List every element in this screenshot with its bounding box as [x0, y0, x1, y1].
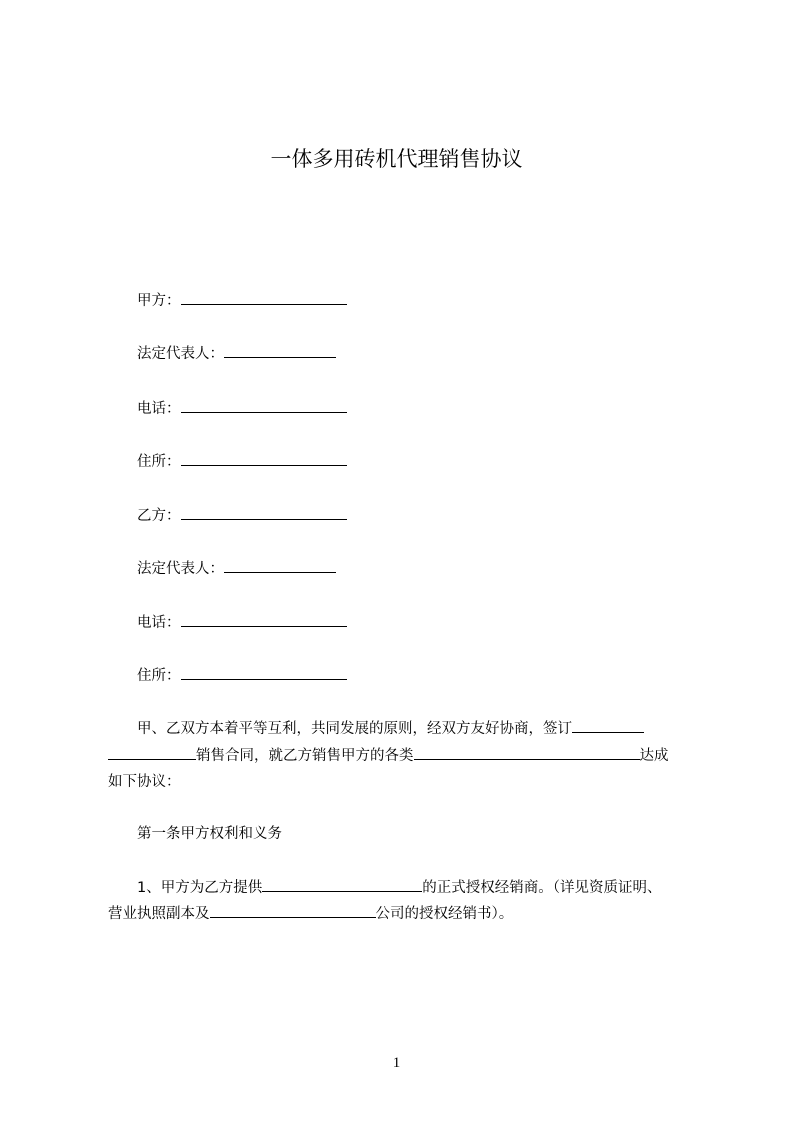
page-number: 1: [392, 1055, 401, 1071]
field-label: 电话：: [137, 615, 181, 631]
intro-line-1: [137, 718, 644, 739]
intro-text: 甲、乙双方本着平等互利，共同发展的原则，经双方友好协商，签订: [137, 721, 572, 737]
field-label: 法定代表人：: [137, 346, 224, 362]
field-blank: [224, 343, 336, 358]
item-text: 的正式授权经销商。（详见资质证明、: [422, 880, 662, 896]
field-party-a-address: [137, 451, 347, 472]
intro-line-2: [108, 745, 669, 766]
field-blank: [224, 558, 336, 573]
product-blank: [414, 745, 640, 760]
intro-line-3: 如下协议：: [108, 774, 181, 790]
field-label: 甲方：: [137, 293, 181, 309]
field-label: 住所：: [137, 668, 181, 684]
contract-blank: [108, 745, 196, 760]
item-text: 营业执照副本及: [108, 906, 210, 922]
field-party-b-representative: [137, 558, 336, 579]
field-blank: [181, 398, 347, 413]
item-1-line-2: [108, 903, 513, 924]
field-blank: [181, 665, 347, 680]
field-party-b: [137, 505, 347, 526]
field-label: 电话：: [137, 401, 181, 417]
field-label: 乙方：: [137, 508, 181, 524]
field-blank: [181, 505, 347, 520]
item-text: 1、甲方为乙方提供: [137, 880, 263, 896]
section-heading: 第一条甲方权利和义务: [137, 826, 282, 842]
field-blank: [181, 451, 347, 466]
item-blank: [262, 877, 422, 892]
field-party-a-representative: [137, 343, 336, 364]
field-blank: [181, 612, 347, 627]
field-party-b-address: [137, 665, 347, 686]
field-blank: [181, 290, 347, 305]
item-blank: [210, 903, 376, 918]
field-label: 住所：: [137, 454, 181, 470]
item-text: 公司的授权经销书）。: [375, 906, 514, 922]
contract-blank: [572, 718, 644, 733]
field-party-b-phone: [137, 612, 347, 633]
intro-text: 销售合同，就乙方销售甲方的各类: [196, 748, 414, 764]
field-party-a-phone: [137, 398, 347, 419]
document-title: 一体多用砖机代理销售协议: [270, 147, 523, 171]
field-party-a: [137, 290, 347, 311]
field-label: 法定代表人：: [137, 561, 224, 577]
intro-text: 达成: [639, 748, 669, 764]
item-1-line-1: [137, 877, 661, 898]
